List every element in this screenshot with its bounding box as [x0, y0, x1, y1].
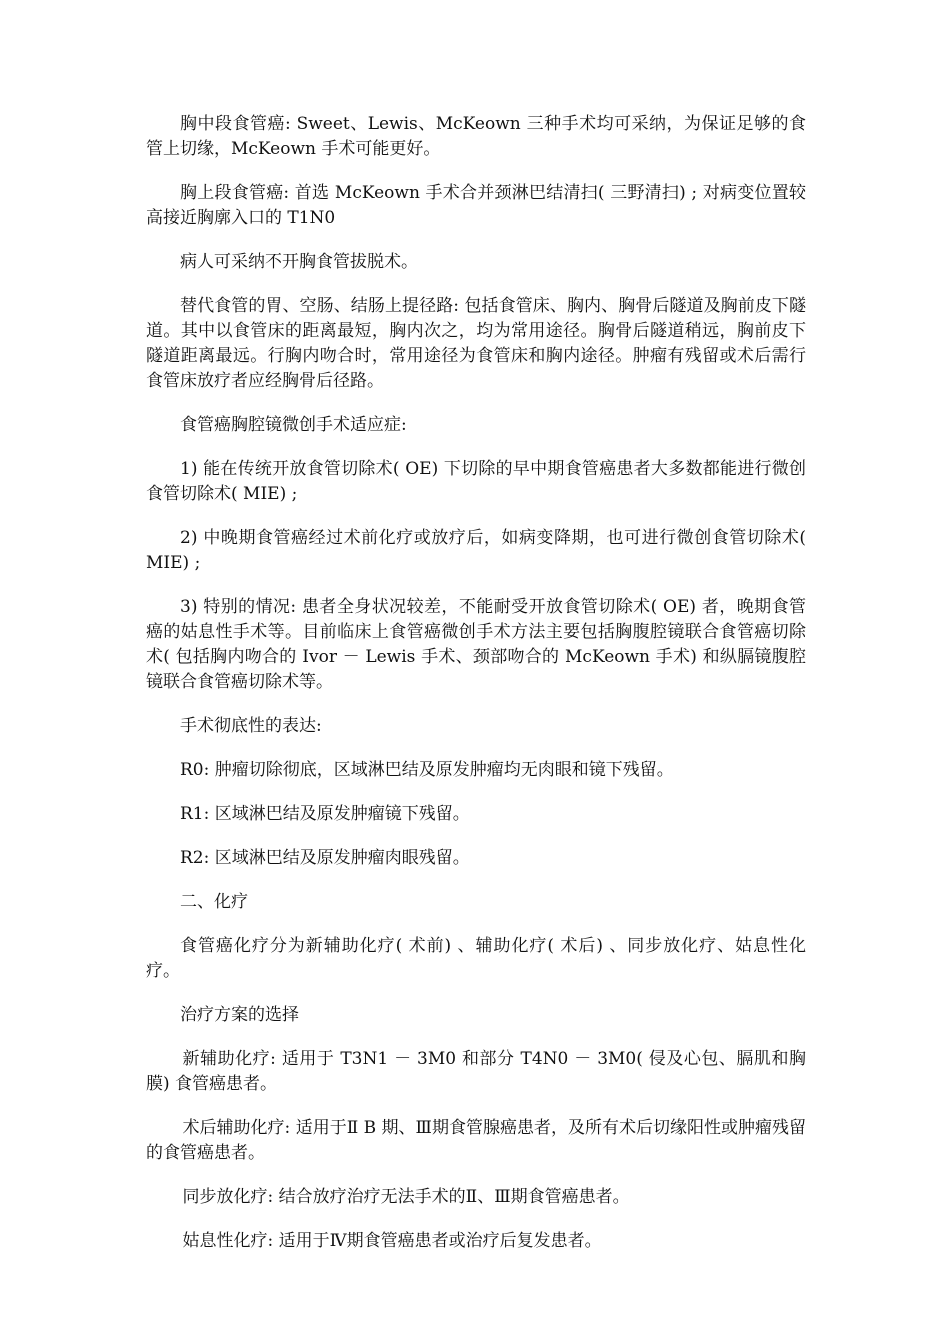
paragraph-chemotherapy-types: 食管癌化疗分为新辅助化疗( 术前) 、辅助化疗( 术后) 、同步放化疗、姑息性化疗。 [146, 936, 806, 981]
paragraph-substitute-route: 替代食管的胃、空肠、结肠上提径路: 包括食管床、胸内、胸骨后隧道及胸前皮下隧道。其中以食管床的距离最短，胸内次之，均为常用途径。胸骨后隧道稍远，胸前皮下隧道距离最远。行胸内吻合时，常用途径为食管床和胸内途径。肿瘤有残留或术后需行食管床放疗者应经胸骨后径路。 [146, 296, 806, 391]
paragraph-treatment-plan-heading: 治疗方案的选择 [180, 1005, 299, 1025]
paragraph-palliative: 姑息性化疗: 适用于Ⅳ期食管癌患者或治疗后复发患者。 [182, 1231, 602, 1251]
paragraph-indication-1: 1) 能在传统开放食管切除术( OE) 下切除的早中期食管癌患者大多数都能进行微创食管切除术( MIE) ; [146, 459, 806, 504]
paragraph-upper-thoracic-surgery: 胸上段食管癌: 首选 McKeown 手术合并颈淋巴结清扫( 三野清扫) ; 对病变位置较高接近胸廓入口的 T1N0 [146, 183, 806, 228]
document-body [146, 112, 806, 1273]
paragraph-mie-indications-heading: 食管癌胸腔镜微创手术适应症: [180, 415, 407, 435]
paragraph-indication-3: 3) 特别的情况: 患者全身状况较差，不能耐受开放食管切除术( OE) 者，晚期食管癌的姑息性手术等。目前临床上食管癌微创手术方法主要包括胸腹腔镜联合食管癌切除术( 包括胸内吻合的 Ivor － Lewis 手术、颈部吻合的 McKeown 手术) 和纵膈镜腹腔镜联合食管癌切除术等。 [146, 597, 806, 692]
paragraph-adjuvant: 术后辅助化疗: 适用于Ⅱ B 期、Ⅲ期食管腺癌患者，及所有术后切缘阳性或肿瘤残留的食管癌患者。 [146, 1118, 806, 1163]
paragraph-neoadjuvant: 新辅助化疗: 适用于 T3N1 － 3M0 和部分 T4N0 － 3M0( 侵及心包、膈肌和胸膜) 食管癌患者。 [146, 1049, 806, 1094]
section-heading-chemotherapy: 二、化疗 [180, 892, 248, 912]
paragraph-r2: R2: 区域淋巴结及原发肿瘤肉眼残留。 [180, 848, 470, 868]
paragraph-mid-thoracic-surgery: 胸中段食管癌: Sweet、Lewis、McKeown 三种手术均可采纳，为保证足够的食管上切缘，McKeown 手术可能更好。 [146, 114, 806, 159]
paragraph-resection-completeness-heading: 手术彻底性的表达: [180, 716, 322, 736]
paragraph-r1: R1: 区域淋巴结及原发肿瘤镜下残留。 [180, 804, 470, 824]
paragraph-r0: R0: 肿瘤切除彻底，区域淋巴结及原发肿瘤均无肉眼和镜下残留。 [180, 760, 674, 780]
paragraph-non-thoracotomy: 病人可采纳不开胸食管拔脱术。 [180, 252, 418, 272]
paragraph-indication-2: 2) 中晚期食管癌经过术前化疗或放疗后，如病变降期，也可进行微创食管切除术( MIE) ; [146, 528, 806, 573]
paragraph-concurrent-chemoradiotherapy: 同步放化疗: 结合放疗治疗无法手术的Ⅱ、Ⅲ期食管癌患者。 [182, 1187, 630, 1207]
